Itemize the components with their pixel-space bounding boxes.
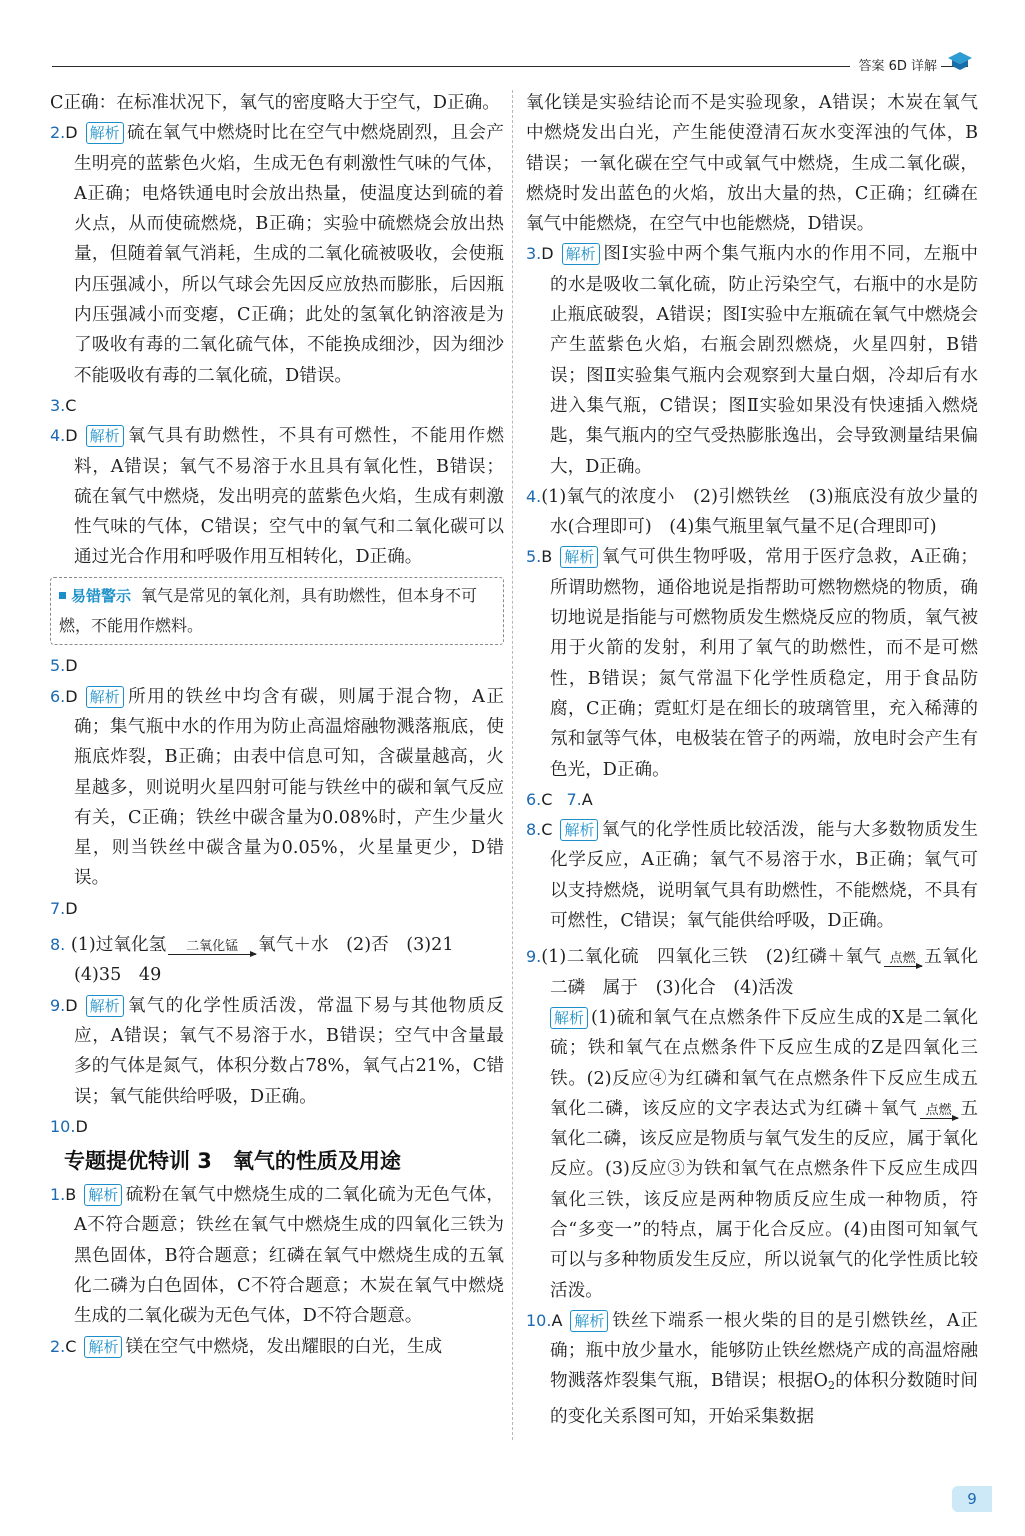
- note-text: 氧气是常见的氧化剂，具有助燃性，但本身不可燃，不能用作燃料。: [59, 585, 478, 636]
- section-answer-9: 9.(1)二氧化硫 四氧化三铁 (2)红磷＋氧气 点燃 五氧化二磷 属于 (3)化合 (4)活泼 解析 (1)硫和氧气在点燃条件下反应生成的X是二氧化硫；铁和氧气在点燃条件下反应生成的Z是四氧化三铁。(2)反应④为红磷和氧气在点燃条件下反应生成五氧化二磷，该反应的文字表达式为红磷＋氧气 点燃 五氧化二磷，该反应是物质与氧气发生的反应，属于氧化反应。(3)反应③为铁和氧气在点燃条件下反应生成四氧化三铁，该反应是两种物质反应生成一种物质，符合“多变一”的特点，属于化合反应。(4)由图可知氧气可以与多种物质发生反应，所以说氧气的化学性质比较活泼。: [526, 947, 978, 1301]
- column-divider: [512, 90, 513, 1440]
- section-answer-2: 2.C 解析 镁在空气中燃烧，发出耀眼的白光，生成: [50, 1336, 443, 1357]
- analysis-tag: 解析: [86, 425, 124, 447]
- answer-item-2: 2.D 解析 硫在氧气中燃烧时比在空气中燃烧剧烈，且会产生明亮的蓝紫色火焰，生成无色有刺激性气味的气体，A正确；电烙铁通电时会放出热量，使温度达到硫的着火点，从而使硫燃烧，B正确；实验中硫燃烧会放出热量，但随着氧气消耗，生成的二氧化硫被吸收，会使瓶内压强减小，所以气球会先因反应放热而膨胀，后因瓶内压强减小而变瘪，C正确；此处的氢氧化钠溶液是为了吸收有毒的二氧化硫气体，不能换成细沙，因为细沙不能吸收有毒的二氧化硫，D错误。: [50, 123, 504, 386]
- note-label: 易错警示: [71, 586, 132, 605]
- answer-item-4: 4.D 解析 氧气具有助燃性，不具有可燃性，不能用作燃料，A错误；氧气不易溶于水且具有氧化性，B错误；硫在氧气中燃烧，发出明亮的蓝紫色火焰，生成有刺激性气味的气体，C错误；空气中的氧气和二氧化碳可以通过光合作用和呼吸作用互相转化，D正确。: [50, 426, 504, 568]
- reaction-arrow: 二氧化锰: [168, 940, 256, 955]
- section-answer-4: 4.(1)氧气的浓度小 (2)引燃铁丝 (3)瓶底没有放少量的水(合理即可) (4)集气瓶里氧气量不足(合理即可): [526, 486, 978, 538]
- left-column: [50, 88, 504, 1362]
- answer-item-6: 6.D 解析 所用的铁丝中均含有碳，则属于混合物，A正确；集气瓶中水的作用为防止高温熔融物溅落瓶底，使瓶底炸裂，B正确；由表中信息可知，含碳量越高，火星越多，则说明火星四射可能与铁丝中的碳和氧气反应有关，C正确；铁丝中碳含量为0.08%时，产生少量火星，则当铁丝中碳含量为0.05%，火星量更少，D错误。: [50, 686, 504, 889]
- square-bullet-icon: [59, 592, 66, 599]
- reaction-arrow: 点燃: [884, 952, 922, 967]
- section-answer-5: 5.B 解析 氧气可供生物呼吸，常用于医疗急救，A正确；所谓助燃物，通俗地说是指帮助可燃物燃烧的物质，确切地说是指能与可燃物质发生燃烧反应的物质，氧气被用于火箭的发射，利用了氧气的助燃性，而不是可燃性，B错误；氮气常温下化学性质稳定，用于食品防腐，C正确；霓虹灯是在细长的玻璃管里，充入稀薄的氖和氩等气体，电极装在管子的两端，放电时会产生有色光，D正确。: [526, 547, 978, 780]
- section-answer-3: 3.D 解析 图Ⅰ实验中两个集气瓶内水的作用不同，左瓶中的水是吸收二氧化硫，防止污染空气，右瓶中的水是防止瓶底破裂，A错误；图Ⅰ实验中左瓶硫在氧气中燃烧会产生蓝紫色火焰，右瓶会剧烈燃烧，火星四射，B错误；图Ⅱ实验集气瓶内会观察到大量白烟，冷却后有水进入集气瓶，C错误；图Ⅱ实验如果没有快速插入燃烧匙，集气瓶内的空气受热膨胀逸出，会导致测量结果偏大，D正确。: [526, 244, 978, 477]
- continued-text: 氧化镁是实验结论而不是实验现象，A错误；木炭在氧气中燃烧发出白光，产生能使澄清石灰水变浑浊的气体，B错误；一氧化碳在空气中或氧气中燃烧，生成二氧化碳，燃烧时发出蓝色的火焰，放出大量的热，C正确；红磷在氧气中能燃烧，在空气中也能燃烧，D错误。: [526, 93, 978, 235]
- section-heading: 专题提优特训 3 氧气的性质及用途: [64, 1149, 401, 1174]
- reaction-arrow: 点燃: [920, 1104, 958, 1119]
- section-answer-6-7: 6.C 7.A: [526, 789, 593, 809]
- continued-text: C正确：在标准状况下，氧气的密度略大于空气，D正确。: [50, 93, 500, 113]
- analysis-tag: 解析: [84, 1184, 122, 1206]
- section-answer-10: 10.A 解析 铁丝下端系一根火柴的目的是引燃铁丝，A正确；瓶中放少量水，能够防止铁丝燃烧产成的高温熔融物溅落炸裂集气瓶，B错误；根据$O_2$的体积分数随时间的变化关系图可知，开始采集数据: [526, 1310, 978, 1427]
- answer-item-5: 5.D: [50, 656, 78, 676]
- page-number: 9: [952, 1486, 992, 1512]
- analysis-tag: 解析: [86, 995, 124, 1017]
- answer-item-9: 9.D 解析 氧气的化学性质活泼，常温下易与其他物质反应，A错误；氧气不易溶于水，B错误；空气中含量最多的气体是氮气，体积分数占78%，氧气占21%，C错误；氧气能供给呼吸，D正确。: [50, 995, 504, 1107]
- analysis-tag: 解析: [550, 1007, 588, 1029]
- analysis-tag: 解析: [86, 686, 124, 708]
- analysis-tag: 解析: [562, 243, 600, 265]
- analysis-tag: 解析: [560, 819, 598, 841]
- section-answer-8: 8.C 解析 氧气的化学性质比较活泼，能与大多数物质发生化学反应，A正确；氧气不易溶于水，B正确；氧气可以支持燃烧，说明氧气具有助燃性，不能燃烧，不具有可燃性，C错误；氧气能供给呼吸，D正确。: [526, 820, 978, 932]
- book-logo-icon: [947, 50, 973, 72]
- error-warning-box: [50, 577, 504, 646]
- analysis-tag: 解析: [84, 1336, 122, 1358]
- section-answer-1: 1.B 解析 硫粉在氧气中燃烧生成的二氧化硫为无色气体，A不符合题意；铁丝在氧气中燃烧生成的四氧化三铁为黑色固体，B符合题意；红磷在氧气中燃烧生成的五氧化二磷为白色固体，C不符合题意；木炭在氧气中燃烧生成的二氧化碳为无色气体，D不符合题意。: [50, 1185, 504, 1327]
- header-title: 答案 6D 详解: [850, 55, 941, 74]
- answer-item-7: 7.D: [50, 898, 78, 918]
- right-column: [526, 88, 978, 1432]
- analysis-tag: 解析: [560, 546, 598, 568]
- answer-item-10: 10.D: [50, 1116, 88, 1136]
- analysis-tag: 解析: [570, 1310, 608, 1332]
- header-rule: [52, 66, 968, 67]
- analysis-tag: 解析: [86, 122, 124, 144]
- answer-item-8: 8. (1)过氧化氢 二氧化锰 氧气＋水 (2)否 (3)21 (4)35 49: [50, 935, 454, 986]
- answer-item-3: 3.C: [50, 395, 77, 415]
